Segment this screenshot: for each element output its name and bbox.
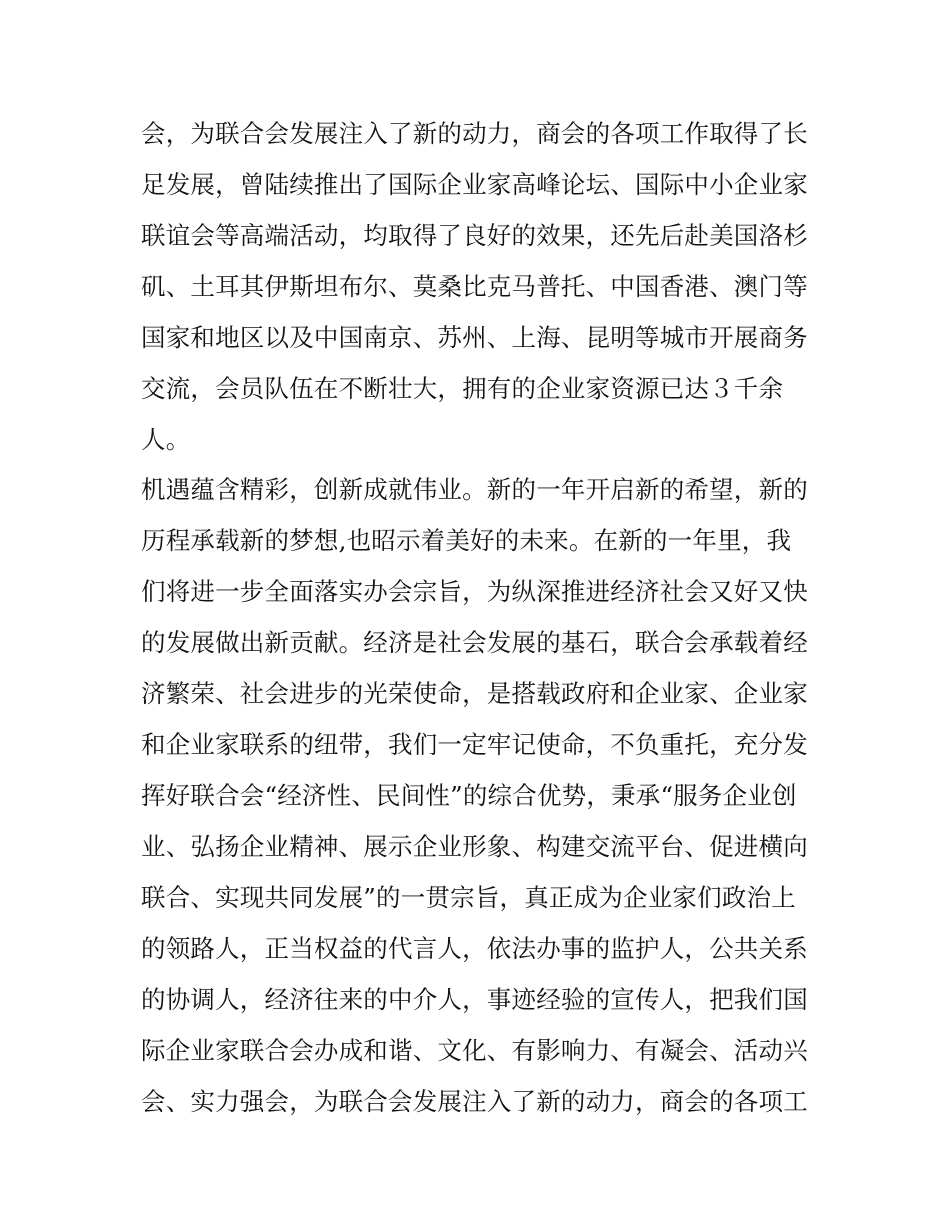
paragraph-line: 挥好联合会“经济性、民间性”的综合优势，秉承“服务企业创	[141, 781, 797, 810]
paragraph-line: 的协调人，经济往来的中介人，事迹经验的宣传人，把我们国	[141, 985, 808, 1014]
paragraph-line: 业、弘扬企业精神、展示企业形象、构建交流平台、促进横向	[141, 832, 808, 861]
paragraph-line: 和企业家联系的纽带，我们一定牢记使命，不负重托，充分发	[141, 730, 808, 759]
paragraph-line: 人。	[141, 425, 191, 454]
paragraph-line: 机遇蕴含精彩，创新成就伟业。新的一年开启新的希望，新的	[141, 475, 808, 504]
paragraph-line: 的发展做出新贡献。经济是社会发展的基石，联合会承载着经	[141, 628, 808, 657]
paragraph-line: 联谊会等高端活动，均取得了良好的效果，还先后赴美国洛杉	[141, 221, 808, 250]
paragraph-line: 际企业家联合会办成和谐、文化、有影响力、有凝会、活动兴	[141, 1036, 808, 1065]
paragraph-line: 历程承载新的梦想,也昭示着美好的未来。在新的一年里，我	[141, 526, 792, 555]
paragraph-line: 会、实力强会，为联合会发展注入了新的动力，商会的各项工	[141, 1087, 808, 1116]
paragraph-line: 的领路人，正当权益的代言人，依法办事的监护人，公共关系	[141, 934, 808, 963]
paragraph-line: 会，为联合会发展注入了新的动力，商会的各项工作取得了长	[141, 119, 808, 148]
paragraph-line: 联合、实现共同发展”的一贯宗旨，真正成为企业家们政治上	[141, 883, 796, 912]
paragraph-line: 国家和地区以及中国南京、苏州、上海、昆明等城市开展商务	[141, 323, 808, 352]
paragraph-line: 足发展，曾陆续推出了国际企业家高峰论坛、国际中小企业家	[141, 170, 808, 199]
paragraph-line: 们将进一步全面落实办会宗旨，为纵深推进经济社会又好又快	[141, 577, 808, 606]
paragraph-line: 济繁荣、社会进步的光荣使命，是搭载政府和企业家、企业家	[141, 679, 808, 708]
paragraph-2	[141, 464, 821, 1127]
paragraph-line: 矶、土耳其伊斯坦布尔、莫桑比克马普托、中国香港、澳门等	[141, 272, 808, 301]
paragraph-line: 交流，会员队伍在不断壮大，拥有的企业家资源已达３千余	[141, 374, 784, 403]
paragraph-1	[141, 108, 821, 465]
